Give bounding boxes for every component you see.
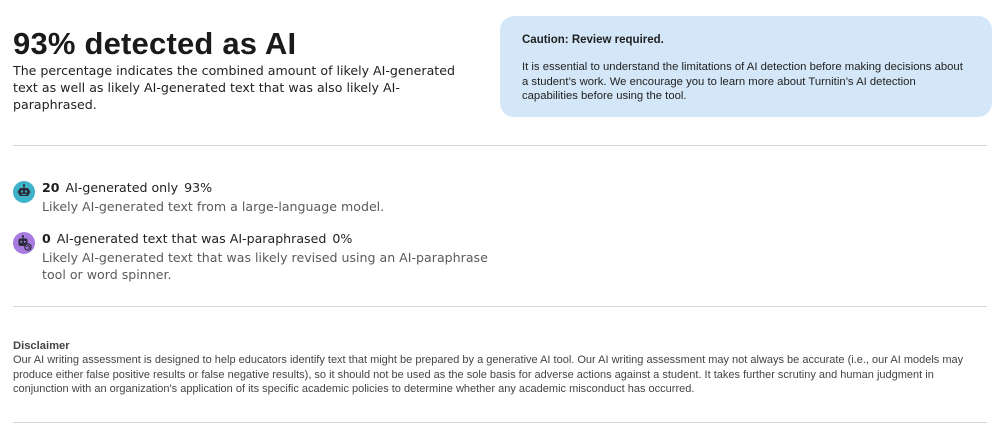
disclaimer-body: Our AI writing assessment is designed to help educators identify text that might be prepared by a generative AI tool. Our AI writing assessment may not always be accurate (i.e., our AI models may produce either false positive results or false negative results), so it should not be used as the sole basis for adverse actions against a student. It takes further scrutiny and human judgment in conjunction with an organization's application of its specific academic policies to determine whether any academic misconduct has occurred. <box>13 354 964 395</box>
disclaimer <box>13 340 988 397</box>
stat-description: Likely AI-generated text that was likely revised using an AI-paraphrase tool or word spinner. <box>42 250 488 282</box>
stat-description: Likely AI-generated text from a large-language model. <box>42 199 385 214</box>
disclaimer-title: Disclaimer <box>13 340 70 352</box>
section-divider <box>13 422 987 423</box>
stat-count: 0 <box>42 231 51 246</box>
section-divider <box>13 145 987 146</box>
robot-icon <box>13 181 35 203</box>
stat-percent: 93% <box>184 180 213 195</box>
stat-label: AI-generated text that was AI-paraphrased <box>56 231 327 246</box>
detection-headline: 93% detected as AI <box>13 26 297 61</box>
caution-title: Caution: Review required. <box>522 34 664 46</box>
stat-label: AI-generated only <box>65 180 179 195</box>
stat-title <box>42 180 212 196</box>
paraphrase-robot-icon <box>13 232 35 254</box>
caution-body: It is essential to understand the limitations of AI detection before making decisions about a student’s work. We encourage you to learn more about Turnitin’s AI detection capabilities before using the tool. <box>522 61 963 102</box>
caution-box <box>500 16 992 117</box>
section-divider <box>13 306 987 307</box>
detection-explanation: The percentage indicates the combined amount of likely AI-generated text as well as likely AI-generated text that was also likely AI-paraphrased. <box>13 63 455 112</box>
stat-percent: 0% <box>332 231 353 246</box>
stat-count: 20 <box>42 180 60 195</box>
stat-title <box>42 231 352 247</box>
